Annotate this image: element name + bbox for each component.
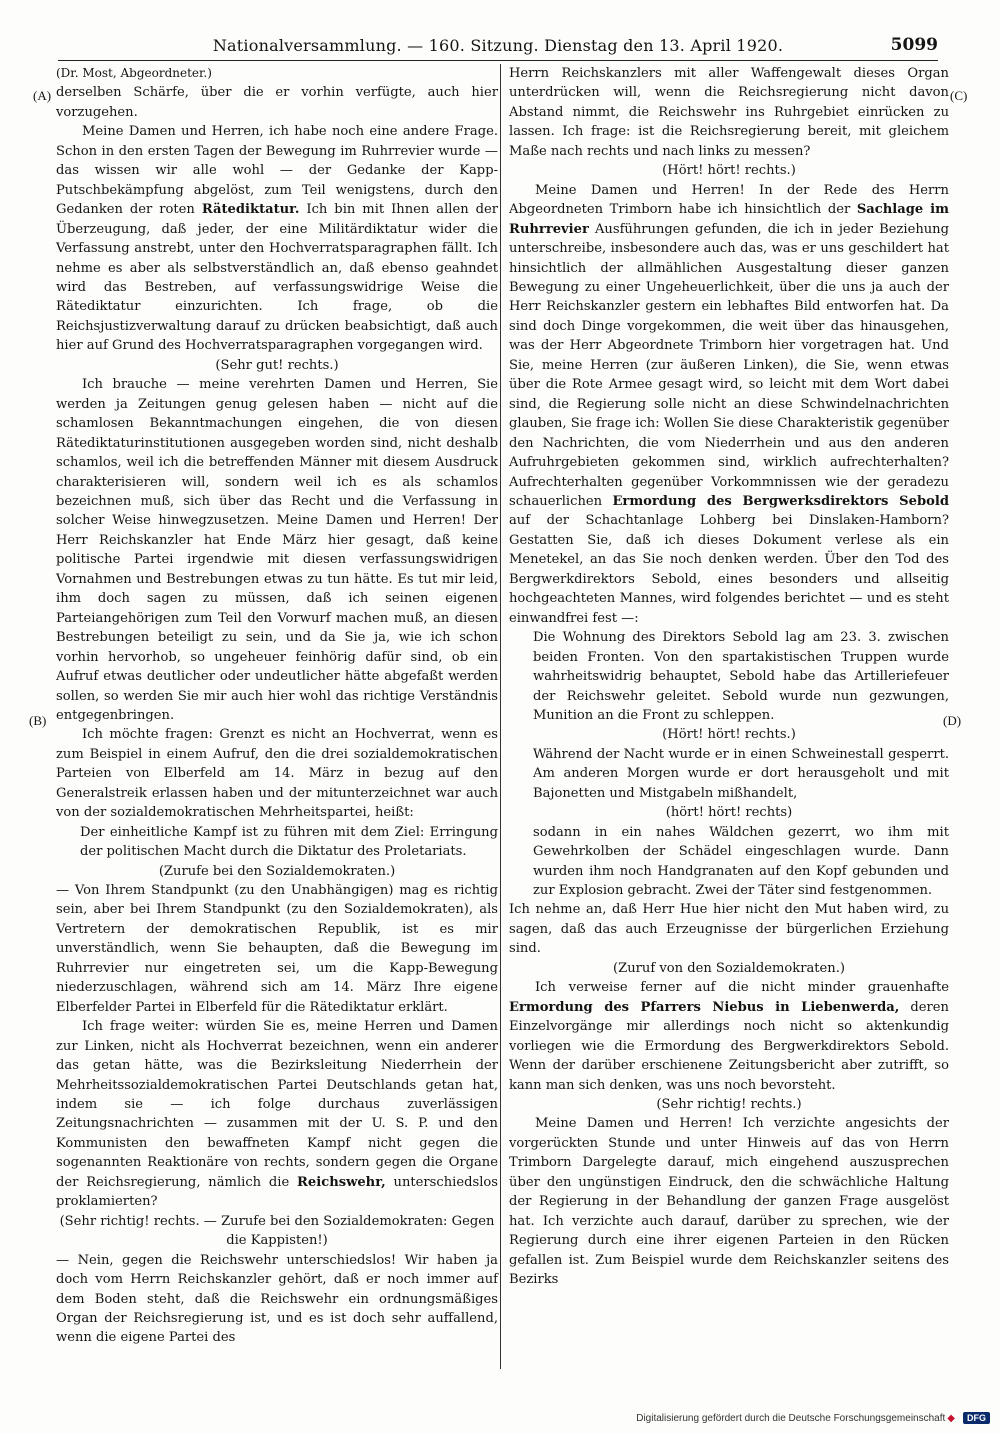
page-number: 5099 bbox=[890, 35, 938, 55]
paragraph: — Von Ihrem Standpunkt (zu den Unabhängigen) mag es richtig sein, aber bei Ihrem Standpunkt (zu den Sozialdemokraten), als Vertretern der demokratischen Republik, ist es mir unverständlich, wenn Sie behaupten, daß die Bewegung im Ruhrrevier nur eingetreten sei, um die Kapp-Bewegung niederzuschlagen, während sich am 14. März Ihre eigene Elberfelder Partei in Elberfeld für die Rätediktatur erklärt. bbox=[56, 883, 498, 1015]
emphasis: Reichswehr, bbox=[297, 1174, 386, 1190]
footer-text: Digitalisierung gefördert durch die Deutsche Forschungsgemeinschaft bbox=[636, 1413, 946, 1424]
interjection: (hört! hört! rechts) bbox=[665, 805, 793, 821]
right-column bbox=[509, 64, 949, 1290]
emphasis: Ermordung des Pfarrers Niebus in Liebenwerda, bbox=[509, 999, 900, 1015]
interjection: (Hört! hört! rechts.) bbox=[662, 163, 796, 179]
diamond-icon: ◆ bbox=[947, 1413, 955, 1424]
paragraph: Meine Damen und Herren! Ich verzichte angesichts der vorgerückten Stunde und unter Hinweis auf das von Herrn Trimborn Dargelegte darauf, mich eingehend auszusprechen über den ungünstigen Eindruck, den die schwächliche Haltung der Regierung in der Behandlung der ganzen Frage ausgelöst hat. Ich verzichte auch darauf, darüber zu sprechen, wie der Regierung durch eine ihrer eigenen Parteien in den Rücken gefallen ist. Zum Beispiel wurde dem Reichskanzler seitens des Bezirks bbox=[509, 1116, 949, 1288]
emphasis: Rätediktatur. bbox=[201, 202, 300, 218]
emphasis: Ermordung des Bergwerksdirektors Sebold bbox=[612, 493, 949, 509]
paragraph: Ich nehme an, daß Herr Hue hier nicht den Mut haben wird, zu sagen, daß das auch Erzeugnisse der bürgerlichen Erziehung sind. bbox=[509, 902, 949, 957]
interjection: (Zuruf von den Sozialdemokraten.) bbox=[612, 960, 846, 976]
left-column bbox=[56, 64, 498, 1348]
paragraph: Meine Damen und Herren, ich habe noch eine andere Frage. Schon in den ersten Tagen der Bewegung im Ruhrrevier wurde — das wissen wir alle wohl — der Gedanke der Kapp-Putschbekämpfung abgelöst, zum Teil wenigstens, durch den Gedanken der roten Rätediktatur. Ich bin mit Ihnen allen der Überzeugung, daß jeder, der eine Militärdiktatur wider die Verfassung anstrebt, unter den Hochverratsparagraphen fällt. Ich nehme es aber als selbstverständlich an, daß ebenso geahndet wird das Bestreben, auf verfassungswidrige Weise die Rätediktatur einzurichten. Ich frage, ob die Reichsjustizverwaltung darauf zu drücken beabsichtigt, daß auch hier auf Grund des Hochverratsparagraphen vorgegangen wird. bbox=[56, 124, 498, 354]
margin-mark-d: (D) bbox=[943, 713, 962, 728]
quotation: sodann in ein nahes Wäldchen gezerrt, wo ihm mit Gewehrkolben der Schädel eingeschlagen wurde. Dann wurden ihm noch Handgranaten auf den Kopf gebunden und zur Explosion gebracht. Zwei der Täter sind festgenommen. bbox=[533, 824, 949, 899]
paragraph: — Nein, gegen die Reichswehr unterschiedslos! Wir haben ja doch vom Herrn Reichskanzler gehört, daß er noch immer auf dem Boden steht, daß die Reichswehr ein ordnungsmäßiges Organ der Reichsregierung ist, und es ist doch sehr auffallend, wenn die eigene Partei des bbox=[56, 1252, 498, 1346]
paragraph: Herrn Reichskanzlers mit aller Waffengewalt dieses Organ unterdrücken will, wenn die Reichsregierung nicht davon Abstand nimmt, die Reichswehr ins Ruhrgebiet einrücken zu lassen. Ich frage: ist die Reichsregierung bereit, mit gleichem Maße nach rechts und nach links zu messen? bbox=[509, 66, 949, 159]
interjection: (Sehr gut! rechts.) bbox=[215, 357, 339, 373]
margin-mark-b: (B) bbox=[29, 713, 47, 728]
paragraph: Ich frage weiter: würden Sie es, meine Herren und Damen zur Linken, nicht als Hochverrat bezeichnen, wenn ein anderer das getan hätte, was die Bezirksleitung Niederrhein der Mehrheitssozialdemokratischen Partei Deutschlands getan hat, indem sie — ich folge durchaus zuverlässigen Zeitungsnachrichten — zusammen mit der U. S. P. und den Kommunisten den bewaffneten Kampf nicht gegen die sogenannten Reaktionäre von rechts, sondern gegen die Organe der Reichsregierung, nämlich die Reichswehr, unterschiedslos proklamierten? bbox=[56, 1019, 498, 1210]
header-title: Nationalversammlung. — 160. Sitzung. Dienstag den 13. April 1920. bbox=[212, 36, 784, 55]
interjection: (Hört! hört! rechts.) bbox=[662, 727, 796, 743]
paragraph: derselben Schärfe, über die er vorhin verfügte, auch hier vorzugehen. bbox=[56, 85, 498, 120]
page-header bbox=[58, 34, 938, 61]
interjection: (Sehr richtig! rechts.) bbox=[656, 1097, 802, 1113]
paragraph: Ich verweise ferner auf die nicht minder grauenhafte Ermordung des Pfarrers Niebus in Liebenwerda, deren Einzelvorgänge mir allerdings noch nicht so aktenkundig vorliegen wie die Ermordung des Bergwerkdirektors Sebold. Wenn der darüber erschienene Zeitungsbericht aber zutrifft, so kann man sich denken, was uns noch bevorsteht. bbox=[509, 980, 949, 1093]
interjection: (Zurufe bei den Sozialdemokraten.) bbox=[158, 863, 396, 879]
paragraph: Ich brauche — meine verehrten Damen und Herren, Sie werden ja Zeitungen genug gelesen haben — nicht auf die schamlosen Bekanntmachungen eingehen, die von diesen Rätediktaturinstitutionen ausgegeben worden sind, nicht deshalb schamlos, weil ich die betreffenden Männer mit diesem Ausdruck charakterisieren will, sondern weil ich es als schamlos bezeichnen muß, sich über das Recht und die Verfassung in solcher Weise hinwegzusetzen. Meine Damen und Herren! Der Herr Reichskanzler hat Ende März hier gesagt, daß keine politische Partei irgendwie mit diesen verfassungswidrigen Vornahmen und Bestrebungen etwas zu tun hätte. Es tut mir leid, ihm doch sagen zu müssen, daß ich seinen eigenen Parteiangehörigen zum Teil den Vorwurf machen muß, an diesen Bestrebungen beteiligt zu sein, und da Sie ja, wie ich schon vorhin hervorhob, so ungeheuer feinhörig dafür sind, ob ein Aufruf etwas deutlicher oder undeutlicher hätte abgefaßt werden sollen, so werden Sie mir auch hier wohl das richtige Verständnis entgegenbringen. bbox=[56, 377, 498, 723]
column-divider bbox=[500, 64, 501, 1369]
margin-mark-c: (C) bbox=[950, 88, 968, 103]
emphasis: Sachlage im Ruhrrevier bbox=[509, 202, 949, 237]
paragraph: Meine Damen und Herren! In der Rede des Herrn Abgeordneten Trimborn habe ich hinsichtlich der Sachlage im Ruhrrevier Ausführungen gefunden, die ich in jeder Beziehung unterschreibe, insbesondere auch das, was er uns geschildert hat hinsichtlich der allmählichen Ausgestaltung dieser ganzen Bewegung zu einer Ungeheuerlichkeit, über die uns ja auch der Herr Reichskanzler gestern ein lebhaftes Bild entworfen hat. Da sind doch Dinge vorgekommen, die weit über das hinausgehen, was der Herr Abgeordnete Trimborn hier vorgetragen hat. Und Sie, meine Herren (zur äußeren Linken), die Sie, wenn etwas über die Rote Armee gesagt wird, so leicht mit dem Wort dabei sind, die Regierung solle nicht an diese Schwindelnachrichten glauben, Sie frage ich: Wollen Sie diese Charakteristik gegenüber den Nachrichten, die vom Niederrhein und aus den anderen Aufruhrgebieten gekommen sind, wirklich aufrechterhalten? Aufrechterhalten gegenüber Vorkommnissen wie der geradezu schauerlichen Ermordung des Bergwerksdirektors Sebold auf der Schachtanlage Lohberg bei Dinslaken-Hamborn? Gestatten Sie, daß ich dieses Dokument verlese als ein Menetekel, an das Sie noch denken werden. Über den Tod des Bergwerkdirektors Sebold, eines besonders und allseitig hochgeachteten Mannes, wird folgendes berichtet — und es steht einwandfrei fest —: bbox=[509, 182, 950, 626]
speaker-note: (Dr. Most, Abgeordneter.) bbox=[56, 66, 212, 80]
quotation: Während der Nacht wurde er in einen Schweinestall gesperrt. Am anderen Morgen wurde er dort herausgeholt und mit Bajonetten und Mistgabeln mißhandelt, bbox=[533, 746, 949, 801]
paragraph: Ich möchte fragen: Grenzt es nicht an Hochverrat, wenn es zum Beispiel in einem Aufruf, den die drei sozialdemokratischen Parteien von Elberfeld am 14. März in bezug auf den Generalstreik erlassen haben und der mitunterzeichnet war auch von der sozialdemokratischen Mehrheitspartei, heißt: bbox=[56, 727, 498, 821]
dfg-logo: DFG bbox=[963, 1412, 990, 1424]
margin-mark-a: (A) bbox=[33, 88, 52, 103]
interjection: (Sehr richtig! rechts. — Zurufe bei den Sozialdemokraten: Gegen die Kappisten!) bbox=[59, 1213, 495, 1249]
quotation: Die Wohnung des Direktors Sebold lag am 23. 3. zwischen beiden Fronten. Von den spartakistischen Truppen wurde wahrheitswidrig behauptet, Sebold habe das Artilleriefeuer der Reichswehr geleitet. Sebold wurde nun gezwungen, Munition an die Front zu schleppen. bbox=[533, 630, 949, 723]
funding-footer bbox=[636, 1412, 990, 1424]
quotation: Der einheitliche Kampf ist zu führen mit dem Ziel: Erringung der politischen Macht durch die Diktatur des Proletariats. bbox=[80, 824, 498, 860]
